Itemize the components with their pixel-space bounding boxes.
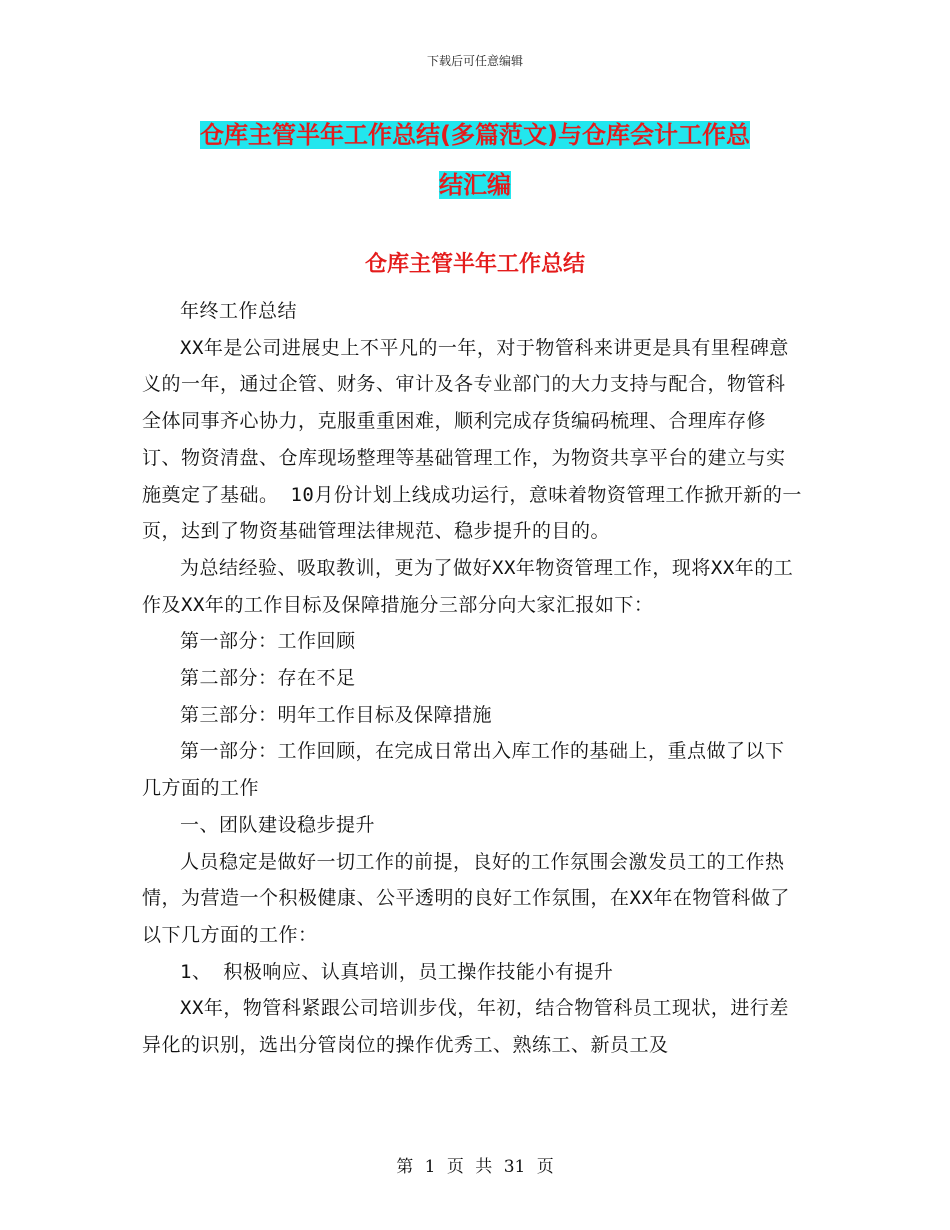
paragraph: 第三部分：明年工作目标及保障措施 <box>180 703 493 726</box>
section-title: 仓库主管半年工作总结 <box>364 252 585 277</box>
paragraph: 人员稳定是做好一切工作的前提，良好的工作氛围会激发员工的工作热情，为营造一个积极健康、公平透明的良好工作氛围，在XX年在物管科做了以下几方面的工作： <box>142 850 790 946</box>
paragraph: 第二部分：存在不足 <box>180 667 356 690</box>
paragraph: 1、 积极响应、认真培训，员工操作技能小有提升 <box>180 960 614 983</box>
paragraph: 第一部分：工作回顾 <box>180 630 356 653</box>
paragraph: 第一部分：工作回顾，在完成日常出入库工作的基础上，重点做了以下几方面的工作 <box>142 740 785 800</box>
document-body <box>142 293 802 1064</box>
paragraph: XX年，物管科紧跟公司培训步伐，年初，结合物管科员工现状，进行差异化的识别，选出分管岗位的操作优秀工、熟练工、新员工及 <box>142 997 789 1057</box>
paragraph: 为总结经验、吸取教训，更为了做好XX年物资管理工作，现将XX年的工作及XX年的工作目标及保障措施分三部分向大家汇报如下： <box>142 556 794 616</box>
page-number-footer: 第 1 页 共 31 页 <box>396 1157 554 1177</box>
paragraph: XX年是公司进展史上不平凡的一年，对于物管科来讲更是具有里程碑意义的一年，通过企管、财务、审计及各专业部门的大力支持与配合，物管科全体同事齐心协力，克服重重困难，顺利完成存货编码梳理、合理库存修订、物资清盘、仓库现场整理等基础管理工作，为物资共享平台的建立与实施奠定了基础。 10月份计划上线成功运行，意味着物资管理工作掀开新的一页，达到了物资基础管理法律规范、稳步提升的目的。 <box>142 336 802 543</box>
document-title-line2: 结汇编 <box>439 171 511 199</box>
document-title-line1: 仓库主管半年工作总结(多篇范文)与仓库会计工作总 <box>200 121 750 149</box>
document-title <box>150 110 800 210</box>
page-header: 下载后可任意编辑 <box>426 54 523 68</box>
paragraph: 年终工作总结 <box>180 300 298 322</box>
paragraph: 一、团队建设稳步提升 <box>180 813 376 836</box>
